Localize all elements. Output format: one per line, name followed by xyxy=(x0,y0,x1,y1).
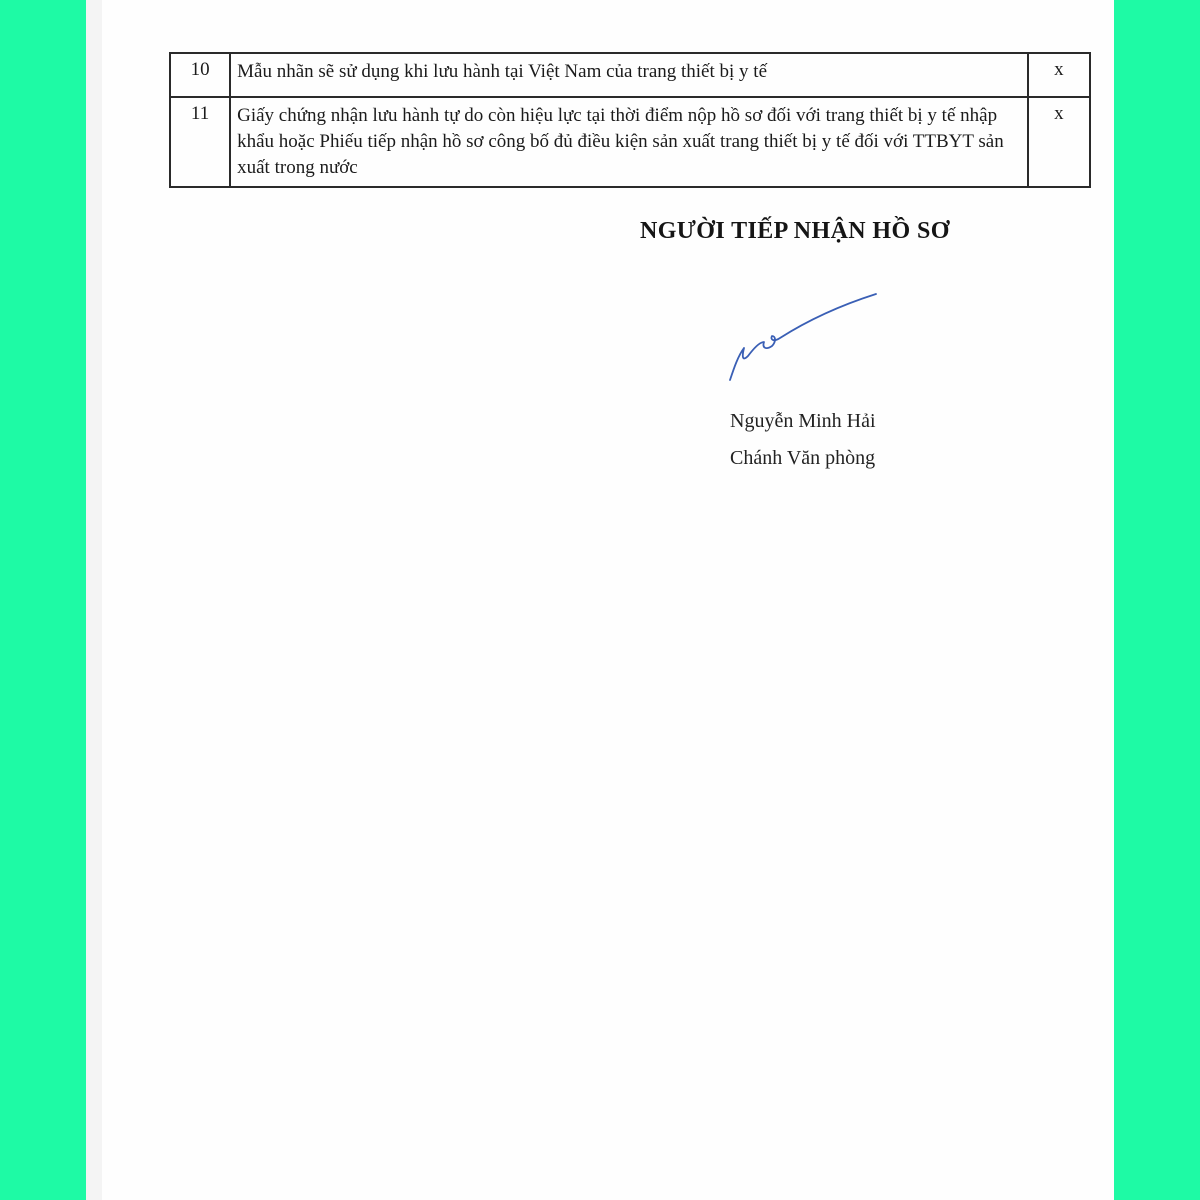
row-content: Giấy chứng nhận lưu hành tự do còn hiệu lực tại thời điểm nộp hồ sơ đối với trang thiết bị y tế nhập khẩu hoặc Phiếu tiếp nhận hồ sơ công bố đủ điều kiện sản xuất trang thiết bị y tế đối với TTBYT sản xuất trong nước xyxy=(230,97,1028,187)
receiver-title: NGƯỜI TIẾP NHẬN HỒ SƠ xyxy=(640,218,950,244)
row-content: Mẫu nhãn sẽ sử dụng khi lưu hành tại Việt Nam của trang thiết bị y tế xyxy=(230,53,1028,97)
table-row xyxy=(170,53,1090,97)
row-number: 11 xyxy=(170,97,230,187)
signature-stroke xyxy=(730,294,876,380)
signer-role: Chánh Văn phòng xyxy=(730,447,876,469)
row-number: 10 xyxy=(170,53,230,97)
page-left-edge xyxy=(86,0,102,1200)
signer-name: Nguyễn Minh Hải xyxy=(730,410,876,432)
row-mark: x xyxy=(1028,97,1090,187)
document-page xyxy=(86,0,1114,1200)
document-table xyxy=(169,52,1091,188)
row-mark: x xyxy=(1028,53,1090,97)
handwritten-signature xyxy=(722,290,882,390)
table-row xyxy=(170,97,1090,187)
